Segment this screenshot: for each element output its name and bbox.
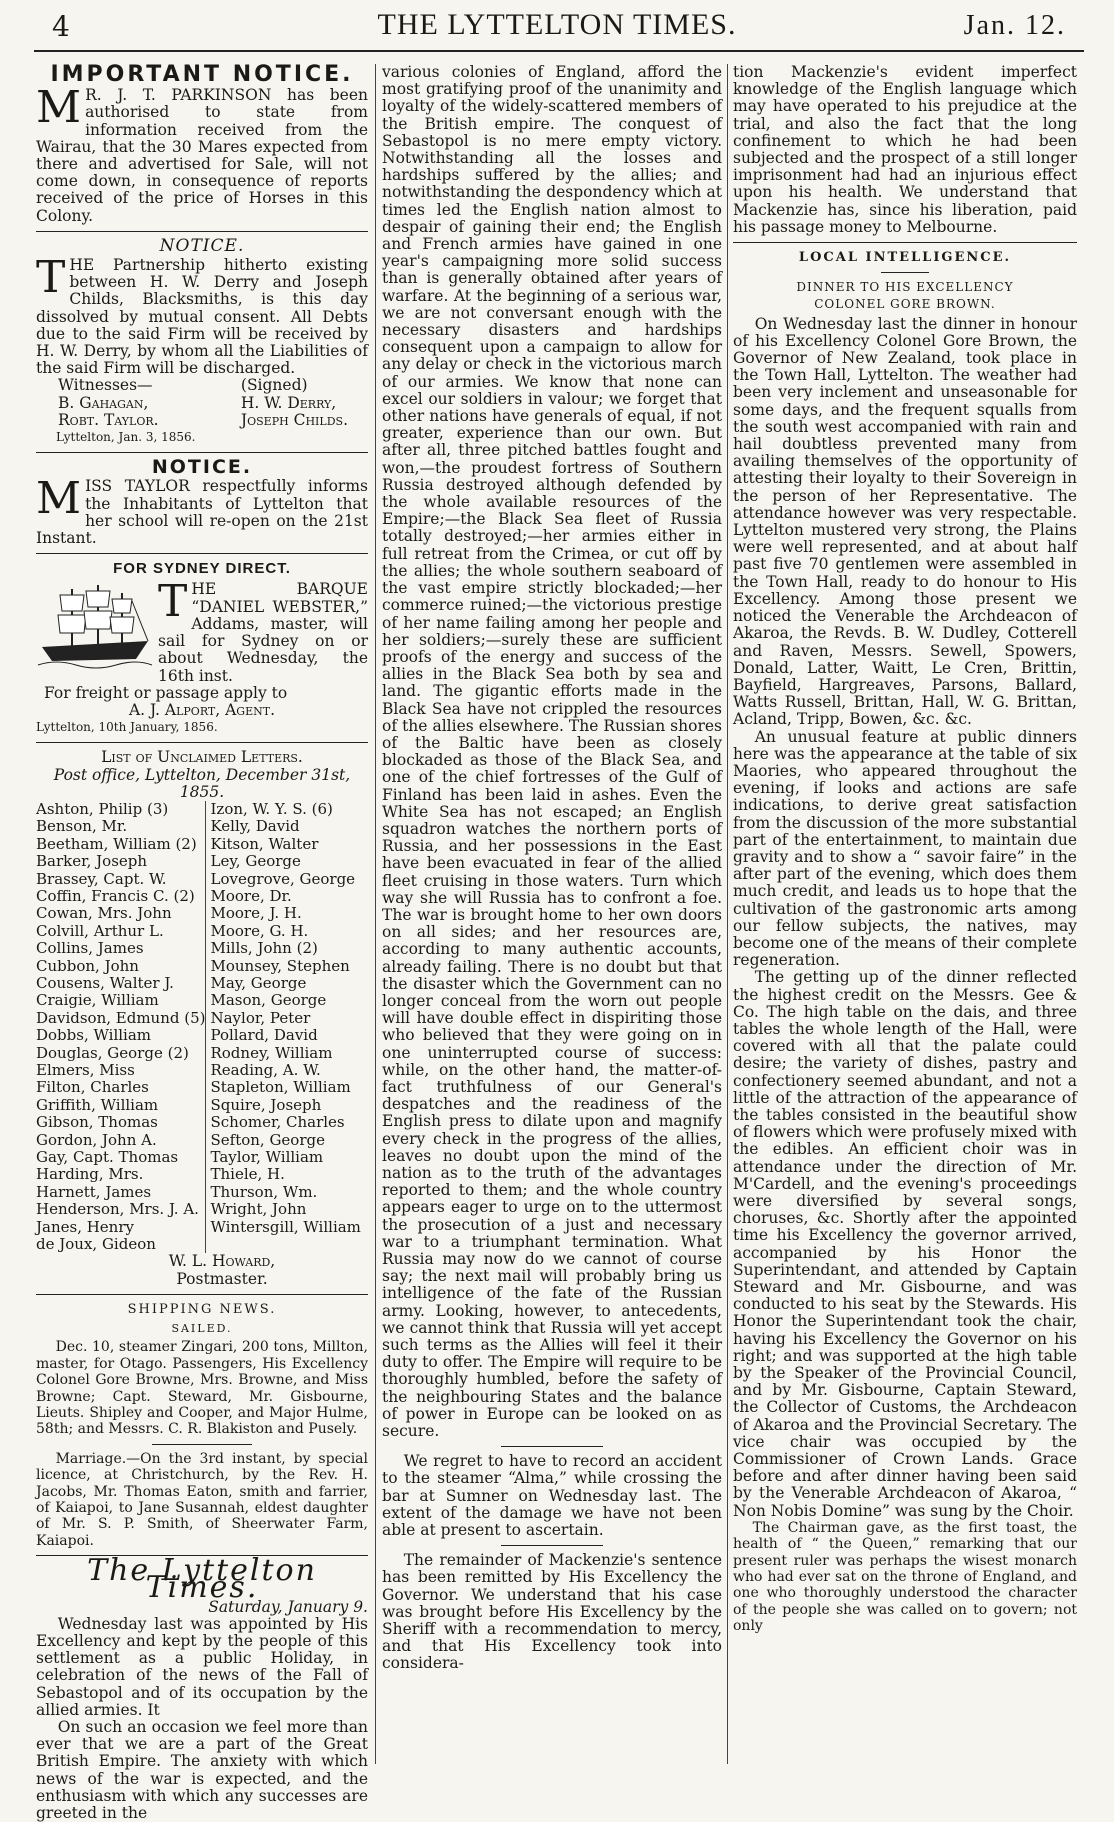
letter-entry: Ashton, Philip (3)	[36, 799, 169, 818]
school-notice-body	[36, 473, 368, 548]
shipping-body: Dec. 10, steamer Zingari, 200 tons, Millton, master, for Otago. Passengers, His Excellency Colonel Gore Browne, Mrs. Browne, and Miss Browne; Capt. Steward, Mr. Gisbourne, Lieuts. Shipley and Cooper, and Major Hulme, 58th; and Messrs. C. R. Blakiston and Pusely.	[36, 1339, 368, 1438]
letter-entry: Henderson, Mrs. J. A.	[36, 1200, 199, 1219]
important-notice-heading: IMPORTANT NOTICE.	[50, 62, 354, 87]
letter-entry: Craigie, William	[36, 991, 159, 1010]
letter-entry: Moore, G. H.	[210, 921, 309, 940]
witnesses-label: Witnesses—	[58, 376, 153, 395]
letter-entry: Izon, W. Y. S. (6)	[210, 799, 333, 818]
newspaper-title: THE LYTTELTON TIMES.	[377, 8, 737, 41]
letter-entry: Stapleton, William	[210, 1078, 351, 1097]
divider	[733, 242, 1077, 243]
letters-heading: List of Unclaimed Letters.	[101, 748, 303, 767]
postmaster-name: W. L. Howard,	[168, 1252, 276, 1271]
dinner-paragraph: The Chairman gave, as the first toast, the health of “ the Queen,” remarking that our present ruler was perhaps the wisest monarch who had ever sat on the throne of England, and one who thoroughly understood the character of the people she was called on to govern; not only	[733, 1519, 1077, 1635]
sydney-advert	[36, 576, 368, 685]
dropcap: T	[158, 576, 188, 628]
letter-entry: Kelly, David	[210, 817, 300, 836]
letter-entry: Douglas, George (2)	[36, 1043, 189, 1062]
local-intelligence-heading: LOCAL INTELLIGENCE.	[798, 250, 1012, 266]
letter-entry: Sefton, George	[210, 1130, 325, 1149]
column-divider	[375, 64, 376, 1764]
column-1	[36, 62, 368, 1822]
letter-entry: Gibson, Thomas	[36, 1113, 158, 1132]
shipping-subheading: SAILED.	[171, 1322, 233, 1336]
partnership-notice-text: HE Partnership hitherto existing between H. W. Derry and Joseph Childs, Blacksmiths, is this day dissolved by mutual consent. All Debts due to the said Firm will be received by H. W. Derry, by whom all the Liabilities of the said Firm will be discharged.	[36, 256, 368, 378]
letter-entry: Wintersgill, William	[210, 1217, 361, 1236]
sydney-advert-body	[158, 576, 368, 685]
letter-entry: Cousens, Walter J.	[36, 973, 174, 992]
letter-entry: May, George	[210, 973, 307, 992]
editorial-continuation: various colonies of England, afford the most gratifying proof of the unanimity and loyalty of the widely-scattered members of the British empire. The conquest of Sebastopol is no mere empty victory. Notwithstanding all the losses and hardships suffered by the allies; and notwithstanding the despondency which at times led the English nation almost to despair of gaining their end; the English and French armies have gained in one year's campaigning more solid success than is generally obtained after years of warfare. At the beginning of a serious war, we are not conversant enough with the necessary disasters and hardships consequent upon a campaign to allow for any delay or check in the victorious march of our armies. We know that none can excel our soldiers in valour; we forget that other nations have generals of equal, if not greater, experience than our own. But after all, three pitched battles fought and won,—the proudest fortress of Southern Russia destroyed although defended by the whole available resources of the Empire;—the Black Sea fleet of Russia totally destroyed;—her armies either in full retreat from the Crimea, or cut off by the allies; the whole southern seaboard of the vast empire strictly blockaded;—her commerce ruined;—the victorious prestige of her name failing among her people and her soldiers;—surely these are sufficient proofs of the energy and success of the allies in the Black Sea both by sea and land. The gigantic efforts made in the Black Sea have not crippled the resources of the allies elsewhere. The Russian shores of the Baltic have been as closely blockaded as those of the Black Sea, and one of the chief fortresses of the Gulf of Finland has been laid in ashes. Even the White Sea has not escaped; an English squadron watches the northern ports of Russia, and her possessions in the East have been evacuated in fear of the allied fleet cruising in those waters. Turn which way she will Russia has to confront a foe. The war is brought home to her own doors on all sides; and her resources are, according to many authentic accounts, already failing. There is no doubt but that the disaster which the Government can no longer conceal from the worn out people will have double effect in dispiriting those who believed that they were going on in one uninterrupted course of success: while, on the other hand, the matter-of-fact truthfulness of our General's despatches and the readiness of the English press to dilate upon and magnify every check in the progress of the allies, leaves no doubt upon the mind of the nation as to the truth of the advantages reported to them; and the whole country appears eager to urge on to the uttermost the prosecution of a just and necessary war to a triumphant termination. What Russia may now do we cannot of course say; the next mail will probably bring us intelligence of the fate of the Russian army. Looking, however, to antecedents, we cannot think that Russia will yet accept such terms as the Allies will feel it their duty to offer. The Empire will require to be thoroughly humbled, before the safety of the neighbouring States and the balance of power in Europe can be looked on as secure.	[382, 63, 722, 1441]
issue-date: Jan. 12.	[963, 10, 1066, 41]
marriage-notice: Marriage.—On the 3rd instant, by special licence, at Christchurch, by the Rev. H. Jacobs, Mr. Thomas Eaton, smith and farrier, of Kaiapoi, to Jane Susannah, eldest daughter of Mr. S. P. Smith, of Sheerwater Farm, Kaiapoi.	[36, 1450, 368, 1549]
agent-name: A. J. Alport, Agent.	[128, 700, 275, 719]
sailing-ship-icon	[36, 581, 154, 673]
letter-entry: Taylor, William	[210, 1148, 324, 1167]
letter-entry: Moore, J. H.	[210, 904, 302, 923]
signature-block	[36, 377, 368, 429]
letter-entry: Harding, Mrs.	[36, 1165, 144, 1184]
witness-name: Robt. Taylor.	[58, 410, 159, 429]
letter-entry: Mills, John (2)	[210, 939, 318, 958]
divider	[36, 742, 368, 743]
dinner-subheading: DINNER TO HIS EXCELLENCY COLONEL GORE BROWN.	[796, 280, 1014, 312]
letter-entry: Thurson, Wm.	[210, 1182, 318, 1201]
mackenzie-paragraph: The remainder of Mackenzie's sentence has been remitted by His Excellency the Governor. We understand that his case was brought before His Excellency by the Sheriff with a recommendation to mercy, and that His Excellency took into considera-	[382, 1551, 722, 1673]
column-3	[733, 64, 1077, 1764]
notice-dateline: Lyttelton, Jan. 3, 1856.	[56, 430, 196, 445]
dropcap: T	[36, 252, 66, 304]
letter-entry: Benson, Mr.	[36, 817, 128, 836]
important-notice-body	[36, 82, 368, 225]
divider	[501, 1446, 603, 1447]
letter-entry: Rodney, William	[210, 1043, 333, 1062]
editorial-paragraph: Wednesday last was appointed by His Excellency and kept by the people of this settlement as a public Holiday, in celebration of the news of the Fall of Sebastopol and of its occupation by the allied armies. It	[36, 1614, 368, 1719]
letter-entry: Griffith, William	[36, 1095, 159, 1114]
letter-entry: Cubbon, John	[36, 956, 139, 975]
sydney-heading: FOR SYDNEY DIRECT.	[113, 560, 291, 578]
letter-entry: Kitson, Walter	[210, 834, 319, 853]
divider	[36, 553, 368, 554]
postmaster-title: Postmaster.	[176, 1269, 268, 1288]
page-number: 4	[52, 10, 70, 43]
letter-entry: Mason, George	[210, 991, 327, 1010]
dinner-paragraph: The getting up of the dinner reflected the highest credit on the Messrs. Gee & Co. The high table on the dais, and three tables the whole length of the Hall, were covered with all that the palate could desire; the variety of dishes, pastry and confectionery seemed abundant, and not a little of the attraction of the appearance of the tables consisted in the beautiful show of flowers which were profusely mixed with the edibles. An efficient choir was in attendance under the direction of Mr. M'Cardell, and the evening's proceedings were diversified by several songs, choruses, &c. Shortly after the appointed time his Excellency the governor arrived, accompanied by his Honor the Superintendant, and attended by Captain Steward and Mr. Gisbourne, and was conducted to his seat by the Stewards. His Honor the Superintendant took the chair, having his Excellency the Governor on his right; and was supported at the high table by the Speaker of the Provincial Council, and by Mr. Gisbourne, Captain Steward, the Collector of Customs, the Archdeacon of Akaroa and the Provincial Secretary. The vice chair was occupied by the Commissioner of Crown Lands. Grace before and after dinner having been said by the Venerable Archdeacon of Akaroa, “ Non Nobis Domine” was sung by the Choir.	[733, 968, 1077, 1520]
letter-entry: Filton, Charles	[36, 1078, 149, 1097]
letter-entry: Beetham, William (2)	[36, 834, 197, 853]
letter-entry: Pollard, David	[210, 1026, 318, 1045]
freight-line: For freight or passage apply to	[44, 683, 288, 702]
letter-entry: Davidson, Edmund (5)	[36, 1008, 206, 1027]
letters-list-right	[205, 801, 368, 1254]
letter-entry: Thiele, H.	[210, 1165, 285, 1184]
editorial-dateline: Saturday, January 9.	[208, 1597, 368, 1616]
letter-entry: Janes, Henry	[36, 1217, 134, 1236]
divider	[36, 1294, 368, 1295]
letter-entry: Colvill, Arthur L.	[36, 921, 164, 940]
dinner-paragraph: An unusual feature at public dinners here was the appearance at the table of six Maories, who appeared throughout the evening, if looks and actions are safe indications, to derive great satisfaction from the discussion of the more substantial part of the entertainment, to maintain due gravity and to show a “ savoir faire” in the after part of the evening, which does them much credit, and leads us to hope that the cultivation of the gastronomic arts among our fellow subjects, the natives, may become one of the means of their complete regeneration.	[733, 727, 1077, 970]
shipping-heading: SHIPPING NEWS.	[127, 1301, 277, 1317]
alma-accident-paragraph: We regret to have to record an accident to the steamer “Alma,” while crossing the bar at Sumner on Wednesday last. The extent of the damage we have not been able at present to ascertain.	[382, 1452, 722, 1540]
letter-entry: Reading, A. W.	[210, 1061, 321, 1080]
letter-entry: Brassey, Capt. W.	[36, 869, 167, 888]
divider	[36, 231, 368, 232]
witness-name: B. Gahagan,	[58, 393, 149, 412]
divider	[152, 1444, 252, 1445]
mackenzie-continuation: tion Mackenzie's evident imperfect knowledge of the English language which may have operated to his prejudice at the trial, and also the fact that the long confinement to which he had been subjected and the prospect of a still longer imprisonment had had an injurious effect upon his health. We understand that Mackenzie has, since his liberation, paid his passage money to Melbourne.	[733, 63, 1077, 236]
important-notice-text: R. J. T. PARKINSON has been authorised to state from information received from the Wairau, that the 30 Mares expected from there and advertised for Sale, will not come down, in consequence of reports received of the price of Horses in this Colony.	[36, 86, 368, 225]
school-notice-text: ISS TAYLOR respectfully informs the Inhabitants of Lyttelton that her school will re-open on the 21st Instant.	[36, 477, 368, 548]
letter-entry: Schomer, Charles	[210, 1113, 345, 1132]
letter-entry: Naylor, Peter	[210, 1008, 311, 1027]
letter-entry: Mounsey, Stephen	[210, 956, 350, 975]
page-header	[0, 0, 1114, 60]
sydney-advert-text: HE BARQUE “DANIEL WEBSTER,” Addams, master, will sail for Sydney on or about Wednesday, the 16th inst.	[158, 580, 368, 685]
letter-entry: Barker, Joseph	[36, 852, 148, 871]
letters-subheading: Post office, Lyttelton, December 31st, 1855.	[53, 765, 351, 801]
letter-entry: Gordon, John A.	[36, 1130, 157, 1149]
letter-entry: Harnett, James	[36, 1182, 152, 1201]
partnership-notice-body	[36, 252, 368, 378]
letter-entry: Moore, Dr.	[210, 886, 292, 905]
dropcap: M	[36, 473, 82, 525]
editorial-masthead: The Lyttelton Times.	[87, 1553, 317, 1606]
letter-entry: de Joux, Gideon	[36, 1235, 156, 1254]
letter-entry: Lovegrove, George	[210, 869, 356, 888]
column-2	[382, 64, 722, 1764]
letter-entry: Dobbs, William	[36, 1026, 152, 1045]
signer-name: H. W. Derry,	[240, 393, 337, 412]
letter-entry: Collins, James	[36, 939, 144, 958]
column-divider	[727, 64, 728, 1764]
letters-list	[36, 801, 368, 1254]
divider	[501, 1545, 603, 1546]
letter-entry: Gay, Capt. Thomas	[36, 1148, 179, 1167]
school-notice-heading: NOTICE.	[151, 456, 253, 479]
letter-entry: Ley, George	[210, 852, 301, 871]
dinner-paragraph: On Wednesday last the dinner in honour of his Excellency Colonel Gore Brown, the Governor of New Zealand, took place in the Town Hall, Lyttelton. The weather had been very inclement and unseasonable for some days, and the frequent squalls from the south west accompanied with rain and hail doubtless prevented many from availing themselves of the opportunity of attesting their loyalty to their Sovereign in the person of her Representative. The attendance however was very respectable. Lyttelton mustered very strong, the Plains were well represented, and at about half past five 70 gentlemen were assembled in the Town Hall, ready to do honour to His Excellency. Among those present we noticed the Venerable the Archdeacon of Akaroa, the Revds. B. W. Dudley, Cotterell and Raven, Messrs. Sewell, Spowers, Donald, Latter, Waitt, Le Cren, Brittin, Bayfield, Hargreaves, Parsons, Ballard, Watts Russell, Brittan, Hall, W. G. Brittan, Acland, Tripp, Bowen, &c. &c.	[733, 314, 1077, 729]
letter-entry: Wright, John	[210, 1200, 307, 1219]
letter-entry: Coffin, Francis C. (2)	[36, 886, 195, 905]
letters-list-left	[36, 801, 205, 1254]
advert-dateline: Lyttelton, 10th January, 1856.	[36, 720, 218, 735]
signer-name: Joseph Childs.	[240, 410, 348, 429]
divider	[881, 272, 929, 273]
signed-label: (Signed)	[240, 376, 308, 395]
divider	[36, 452, 368, 453]
letter-entry: Squire, Joseph	[210, 1095, 322, 1114]
partnership-notice-heading: NOTICE.	[159, 235, 245, 256]
letter-entry: Elmers, Miss	[36, 1061, 135, 1080]
letter-entry: Cowan, Mrs. John	[36, 904, 172, 923]
editorial-paragraph: On such an occasion we feel more than ever that we are a part of the Great British Empire. The anxiety with which news of the war is expected, and the enthusiasm with which any successes are greeted in the	[36, 1718, 368, 1822]
dropcap: M	[36, 82, 82, 134]
header-rule	[34, 50, 1084, 52]
